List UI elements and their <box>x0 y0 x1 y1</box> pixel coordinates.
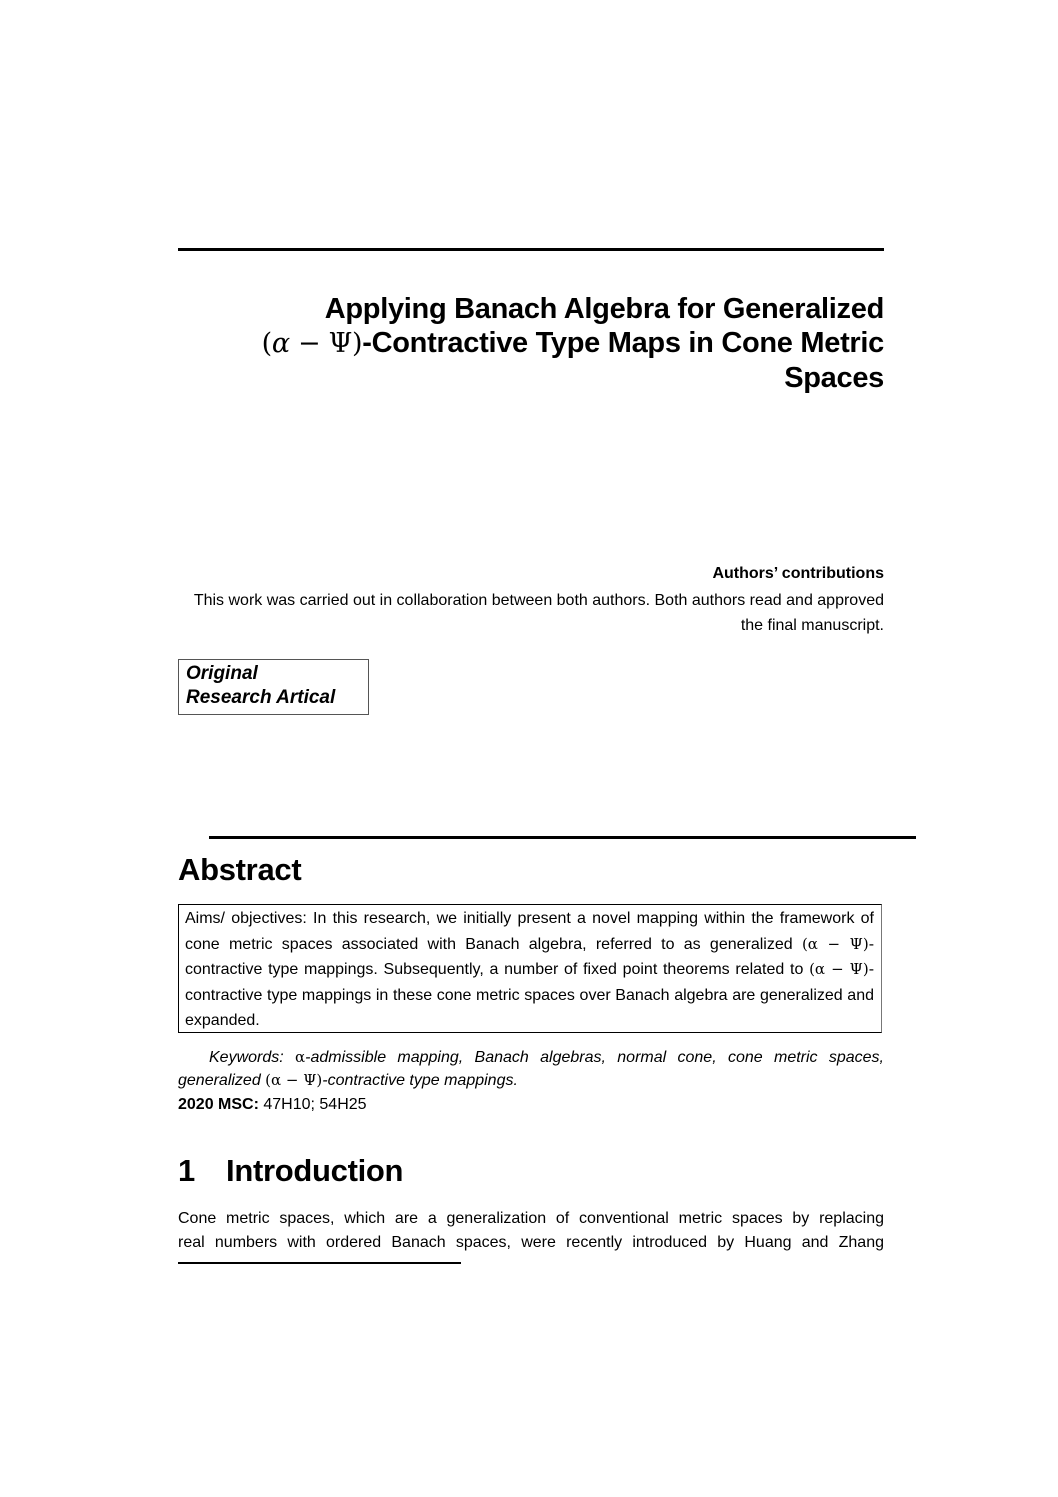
title-line-1: Applying Banach Algebra for Generalized <box>324 293 884 325</box>
intro-line-1: Cone metric spaces, which are a generalization of conventional metric spaces by replacing <box>178 1210 884 1227</box>
keywords-text-part-2: -contractive type mappings. <box>322 1072 518 1089</box>
keywords-text-part-1: -admissible mapping, Banach algebras, normal cone, cone metric spaces, generalized <box>178 1049 885 1089</box>
section-number: 1 <box>178 1153 195 1188</box>
abstract-text-part-3: -contractive type mappings in these cone metric spaces over Banach algebra are generalized and expanded. <box>185 961 875 1030</box>
msc-classification <box>178 1094 367 1116</box>
authors-contributions-text: This work was carried out in collaboration between both authors. Both authors read and approved the final manuscript. <box>193 592 884 634</box>
keywords <box>178 1046 884 1092</box>
abstract-top-rule <box>209 836 916 839</box>
msc-label: 2020 MSC: <box>178 1096 259 1113</box>
paper-title <box>178 292 884 395</box>
abstract-box <box>178 904 882 1033</box>
title-math-expression: (α − Ψ) <box>261 328 363 359</box>
section-heading-introduction <box>178 1152 403 1190</box>
abstract-math-1: (α − Ψ) <box>801 934 869 953</box>
article-type-box <box>178 659 369 715</box>
abstract-math-2: (α − Ψ) <box>809 960 869 979</box>
abstract-heading: Abstract <box>178 852 302 887</box>
article-type-line-2: Research Artical <box>186 687 336 708</box>
msc-codes: 47H10; 54H25 <box>258 1096 367 1113</box>
title-line-2: (α − Ψ)-Contractive Type Maps in Cone Metric <box>261 327 884 359</box>
title-line-3: Spaces <box>784 362 884 394</box>
section-title: Introduction <box>226 1153 404 1188</box>
keywords-math-alpha: α <box>295 1048 306 1066</box>
abstract-text-part-2: -contractive type mappings. Subsequently, a number of fixed point theorems related to <box>185 935 875 979</box>
abstract-text-part-1: Aims/ objectives: In this research, we initially present a novel mapping within the framework of cone metric spaces associated with Banach algebra, referred to as generalized <box>185 910 874 953</box>
footnote-rule <box>178 1262 461 1264</box>
authors-contributions-heading: Authors’ contributions <box>712 565 884 582</box>
intro-line-2: real numbers with ordered Banach spaces, were recently introduced by Huang and Zhang <box>178 1234 884 1251</box>
introduction-paragraph <box>178 1207 884 1255</box>
title-top-rule <box>178 248 884 251</box>
keywords-label: Keywords: <box>209 1049 296 1066</box>
keywords-math-2: (α − Ψ) <box>265 1071 323 1089</box>
article-type-line-1: Original <box>186 663 258 684</box>
